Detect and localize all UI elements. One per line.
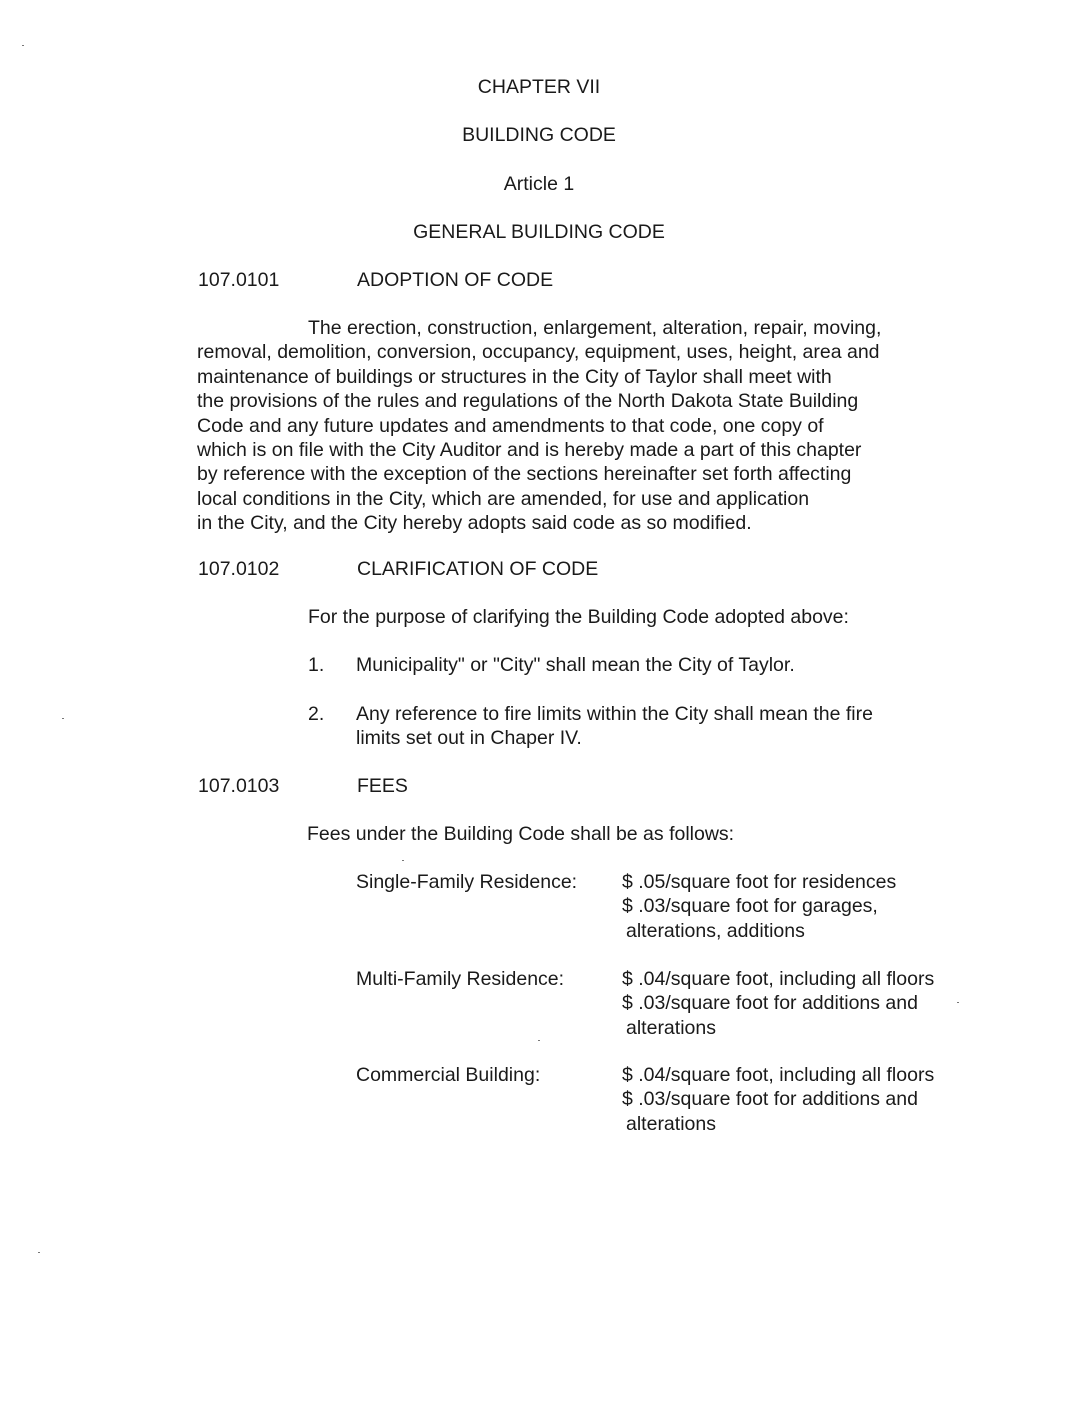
fee-rate-line: $ .03/square foot for additions and — [622, 992, 918, 1015]
fee-rates — [622, 1063, 934, 1136]
building-code-heading: BUILDING CODE — [462, 124, 616, 146]
scan-speck — [402, 860, 404, 861]
paragraph-line: The erection, construction, enlargement, alteration, repair, moving, — [308, 317, 882, 339]
section-title: ADOPTION OF CODE — [357, 269, 554, 291]
paragraph-line: local conditions in the City, which are amended, for use and application — [197, 487, 810, 510]
fee-rate-line: $ .03/square foot for additions and — [622, 1088, 918, 1111]
fee-rate-line: alterations — [626, 1016, 716, 1039]
scan-speck — [38, 1252, 40, 1253]
paragraph-line: Code and any future updates and amendments to that code, one copy of — [197, 414, 824, 437]
paragraph-line: the provisions of the rules and regulations of the North Dakota State Building — [197, 390, 859, 413]
fee-rate-line: $ .03/square foot for garages, — [622, 895, 878, 918]
fee-rate-line: $ .05/square foot for residences — [622, 871, 897, 893]
scan-speck — [22, 45, 24, 46]
paragraph-line: maintenance of buildings or structures in the City of Taylor shall meet with — [197, 365, 832, 388]
scan-speck — [62, 718, 64, 719]
section-number: 107.0103 — [198, 775, 280, 797]
fee-category-label: Commercial Building: — [356, 1064, 541, 1086]
paragraph-line: by reference with the exception of the sections hereinafter set forth affecting — [197, 463, 852, 486]
list-item-number: 2. — [308, 703, 325, 725]
section-number: 107.0102 — [198, 558, 280, 580]
list-item-number: 1. — [308, 654, 325, 676]
fee-rate-line: $ .04/square foot, including all floors — [622, 1064, 935, 1086]
section-number: 107.0101 — [198, 269, 280, 291]
section-title: FEES — [357, 775, 408, 797]
general-building-code-heading: GENERAL BUILDING CODE — [413, 221, 665, 243]
paragraph-line: in the City, and the City hereby adopts said code as so modified. — [197, 512, 752, 535]
fee-rate-line: alterations, additions — [626, 919, 805, 942]
fee-category-label: Multi-Family Residence: — [356, 968, 565, 990]
fee-rates — [622, 870, 896, 943]
fee-category-label: Single-Family Residence: — [356, 871, 578, 893]
fees-intro: Fees under the Building Code shall be as follows: — [307, 823, 735, 845]
list-item-text: Municipality" or "City" shall mean the City of Taylor. — [356, 654, 795, 676]
paragraph-line: removal, demolition, conversion, occupancy, equipment, uses, height, area and — [197, 341, 880, 364]
scan-speck — [957, 1002, 959, 1003]
paragraph-line: which is on file with the City Auditor and is hereby made a part of this chapter — [197, 438, 862, 461]
fee-rates — [622, 967, 934, 1040]
adoption-paragraph — [197, 316, 927, 536]
fee-rate-line: $ .04/square foot, including all floors — [622, 968, 935, 990]
list-item-text: limits set out in Chaper IV. — [356, 727, 582, 749]
clarification-intro: For the purpose of clarifying the Building Code adopted above: — [308, 606, 849, 628]
scan-speck — [538, 1040, 540, 1041]
list-item-text: Any reference to fire limits within the City shall mean the fire — [356, 703, 873, 725]
section-title: CLARIFICATION OF CODE — [357, 558, 599, 580]
fee-rate-line: alterations — [626, 1112, 716, 1135]
chapter-heading: CHAPTER VII — [477, 76, 601, 98]
article-heading: Article 1 — [503, 173, 575, 195]
